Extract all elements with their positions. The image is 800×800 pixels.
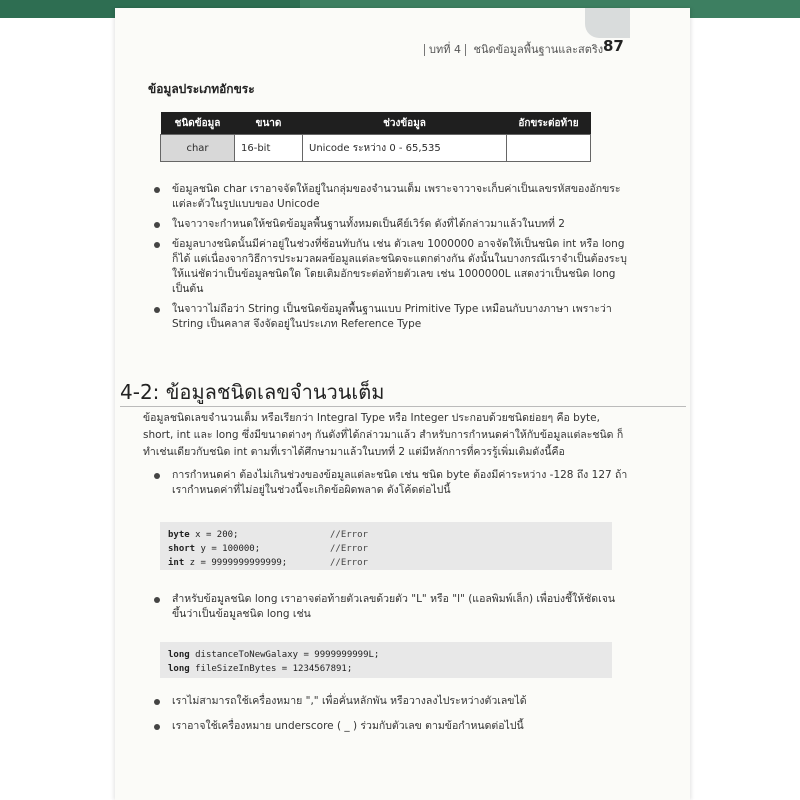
running-header: [420, 40, 603, 58]
table-cell: [507, 135, 591, 162]
code-keyword: short: [168, 544, 196, 554]
list-item-text: ในจาวาจะกำหนดให้ชนิดข้อมูลพื้นฐานทั้งหมดเป็นคีย์เวิร์ด ดังที่ได้กล่าวมาแล้วในบทที่ 2: [172, 218, 565, 230]
bullet-icon: [154, 242, 160, 248]
section-intro: ข้อมูลชนิดเลขจำนวนเต็ม หรือเรียกว่า Integral Type หรือ Integer ประกอบด้วยชนิดย่อยๆ คือ byte, short, int และ long ซึ่งมีขนาดต่างๆ กันดังที่ได้กล่าวมาแล้ว สำหรับการกำหนดค่าให้กับข้อมูลแต่ละชนิด ก็ทำเช่นเดียวกับชนิด int ตามที่เราได้ศึกษามาแล้วในบทที่ 2 แต่มีหลักการที่ควรรู้เพิ่มเติมดังนี้คือ: [143, 412, 624, 458]
list-item-text: สำหรับข้อมูลชนิด long เราอาจต่อท้ายตัวเลขด้วยตัว "L" หรือ "l" (แอลพิมพ์เล็ก) เพื่อบ่งชี้ให้ชัดเจนขึ้นว่าเป็นข้อมูลชนิด long เช่น: [172, 593, 616, 620]
list-item-text: เราอาจใช้เครื่องหมาย underscore ( _ ) ร่วมกับตัวเลข ตามข้อกำหนดต่อไปนี้: [172, 720, 524, 732]
bullet-icon: [154, 187, 160, 193]
list-item-text: ข้อมูลบางชนิดนั้นมีค่าอยู่ในช่วงที่ซ้อนทับกัน เช่น ตัวเลข 1000000 อาจจัดให้เป็นชนิด int หรือ long ก็ได้ แต่เนื่องจากวิธีการประมวลผลข้อมูลแต่ละชนิดจะแตกต่างกัน ดังนั้นในบางกรณีเราจำเป็นต้องระบุให้แน่ชัดว่าเป็นข้อมูลชนิดใด โดยเติมอักขระต่อท้ายตัวเลข เช่น 1000000L แสดงว่าเป็นชนิด long เป็นต้น: [172, 238, 627, 295]
list-item: [148, 694, 628, 709]
code-text: x = 200;: [189, 530, 239, 540]
code-line: [168, 556, 604, 570]
code-comment: //Error: [330, 530, 368, 540]
list-item: [148, 217, 628, 232]
table-cell: 16-bit: [235, 135, 303, 162]
code-line: [168, 662, 604, 676]
list-item-text: ในจาวาไม่ถือว่า String เป็นชนิดข้อมูลพื้นฐานแบบ Primitive Type เหมือนกับบางภาษา เพราะว่า String เป็นคลาส จึงจัดอยู่ในประเภท Reference Type: [172, 303, 612, 330]
char-section-title: ข้อมูลประเภทอักขระ: [148, 82, 255, 96]
bullet-icon: [154, 724, 160, 730]
bullet-icon: [154, 473, 160, 479]
bullet-icon: [154, 699, 160, 705]
code-line: [168, 648, 604, 662]
code-line: [168, 528, 604, 542]
table-row: [161, 135, 591, 162]
page-number-tab: [585, 8, 630, 38]
code-text: fileSizeInBytes = 1234567891;: [189, 664, 353, 674]
section-title-text: 4-2: ข้อมูลชนิดเลขจำนวนเต็ม: [120, 380, 385, 404]
table-header-cell: อักขระต่อท้าย: [507, 112, 591, 135]
table-cell: Unicode ระหว่าง 0 - 65,535: [303, 135, 507, 162]
code-comment: //Error: [330, 558, 368, 568]
code-line: [168, 542, 604, 556]
table-cell: char: [161, 135, 235, 162]
code-text: y = 100000;: [195, 544, 261, 554]
list-item-text: เราไม่สามารถใช้เครื่องหมาย "," เพื่อคั่นหลักพัน หรือวางลงไประหว่างตัวเลขได้: [172, 695, 527, 707]
section-heading: [120, 376, 384, 408]
list-item: [148, 182, 628, 212]
code-keyword: int: [168, 558, 185, 568]
bullet-icon: [154, 307, 160, 313]
list-item-text: ข้อมูลชนิด char เราอาจจัดให้อยู่ในกลุ่มของจำนวนเต็ม เพราะจาวาจะเก็บค่าเป็นเลขรหัสของอักขระแต่ละตัวในรูปแบบของ Unicode: [172, 183, 621, 210]
list-item: [148, 468, 628, 498]
top-bullet-list: [148, 182, 628, 337]
list-item: [148, 237, 628, 297]
table-header-cell: ขนาด: [235, 112, 303, 135]
code-block-overflow: [160, 522, 612, 570]
code-keyword: byte: [168, 530, 190, 540]
page-number: 87: [603, 37, 624, 55]
char-type-table: [160, 112, 591, 162]
chapter-label: บทที่ 4: [429, 43, 461, 56]
table-header-cell: ช่วงข้อมูล: [303, 112, 507, 135]
code-keyword: long: [168, 664, 190, 674]
code-block-long: [160, 642, 612, 678]
table-header-row: [161, 112, 591, 135]
range-bullet: [148, 468, 628, 503]
code-comment: //Error: [330, 544, 368, 554]
list-item: [148, 302, 628, 332]
table-header-cell: ชนิดข้อมูล: [161, 112, 235, 135]
list-item: [148, 592, 628, 622]
code-text: z = 9999999999999;: [184, 558, 288, 568]
code-keyword: long: [168, 650, 190, 660]
chapter-title: ชนิดข้อมูลพื้นฐานและสตริง: [473, 43, 604, 56]
bullet-icon: [154, 222, 160, 228]
long-bullet: [148, 592, 628, 627]
list-item: [148, 719, 628, 734]
code-text: distanceToNewGalaxy = 9999999999L;: [189, 650, 380, 660]
bullet-icon: [154, 597, 160, 603]
list-item-text: การกำหนดค่า ต้องไม่เกินช่วงของข้อมูลแต่ละชนิด เช่น ชนิด byte ต้องมีค่าระหว่าง -128 ถึง 127 ถ้าเรากำหนดค่าที่ไม่อยู่ในช่วงนี้จะเกิดข้อผิดพลาด ดังโค้ดต่อไปนี้: [172, 469, 628, 496]
bottom-bullet-list: [148, 694, 628, 739]
